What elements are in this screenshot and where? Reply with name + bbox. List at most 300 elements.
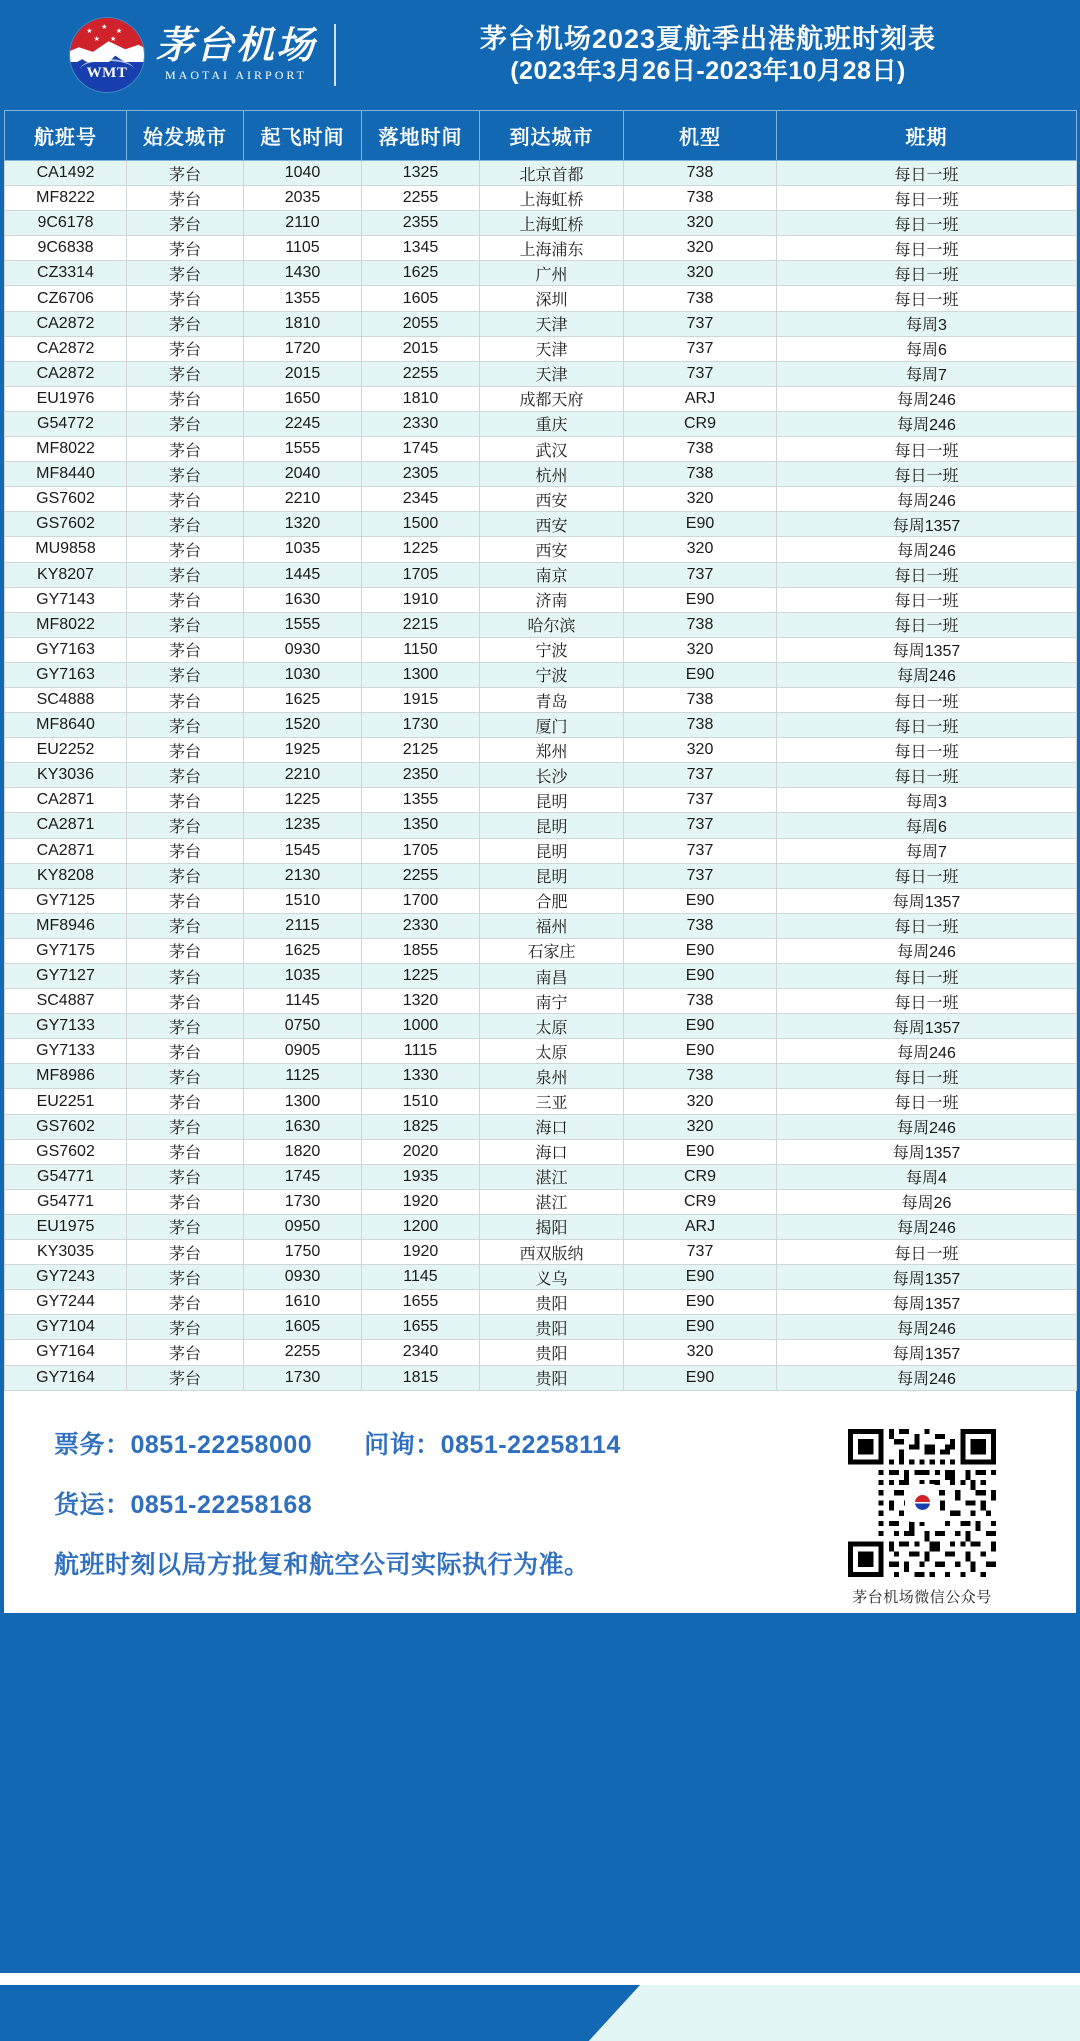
column-header-origin-city: 始发城市 — [127, 111, 244, 161]
cell-flight-no: GY7163 — [5, 662, 127, 687]
airport-logo — [70, 18, 316, 92]
cell-aircraft-type: 738 — [624, 286, 777, 311]
cell-destination-city: 贵阳 — [480, 1290, 624, 1315]
cell-destination-city: 石家庄 — [480, 938, 624, 963]
cell-flight-no: GY7143 — [5, 587, 127, 612]
cell-destination-city: 西双版纳 — [480, 1240, 624, 1265]
cell-frequency: 每日一班 — [777, 437, 1077, 462]
cell-destination-city: 海口 — [480, 1139, 624, 1164]
cell-arrival-time: 2330 — [362, 411, 480, 436]
table-row — [5, 311, 1077, 336]
cell-arrival-time: 1510 — [362, 1089, 480, 1114]
cell-departure-time: 1555 — [244, 437, 362, 462]
cell-aircraft-type: E90 — [624, 888, 777, 913]
table-row — [5, 1164, 1077, 1189]
cell-flight-no: MF8022 — [5, 612, 127, 637]
cell-destination-city: 青岛 — [480, 687, 624, 712]
column-header-destination-city: 到达城市 — [480, 111, 624, 161]
cell-flight-no: GY7133 — [5, 1039, 127, 1064]
cell-destination-city: 上海虹桥 — [480, 186, 624, 211]
cell-departure-time: 1630 — [244, 587, 362, 612]
cell-origin-city: 茅台 — [127, 1164, 244, 1189]
cell-aircraft-type: E90 — [624, 1315, 777, 1340]
cell-departure-time: 1730 — [244, 1189, 362, 1214]
table-row — [5, 537, 1077, 562]
cell-frequency: 每日一班 — [777, 989, 1077, 1014]
cell-destination-city: 济南 — [480, 587, 624, 612]
cell-aircraft-type: ARJ — [624, 386, 777, 411]
table-row — [5, 863, 1077, 888]
cell-destination-city: 海口 — [480, 1114, 624, 1139]
cell-arrival-time: 1915 — [362, 687, 480, 712]
cell-aircraft-type: 737 — [624, 788, 777, 813]
cell-flight-no: EU2252 — [5, 738, 127, 763]
cell-departure-time: 1720 — [244, 336, 362, 361]
cell-arrival-time: 1815 — [362, 1365, 480, 1390]
cell-frequency: 每周3 — [777, 311, 1077, 336]
cell-departure-time: 1035 — [244, 537, 362, 562]
cell-departure-time: 2210 — [244, 763, 362, 788]
cell-aircraft-type: 737 — [624, 336, 777, 361]
table-row — [5, 1139, 1077, 1164]
table-row — [5, 1240, 1077, 1265]
cell-departure-time: 0930 — [244, 1265, 362, 1290]
table-row — [5, 813, 1077, 838]
table-row — [5, 763, 1077, 788]
cell-departure-time: 1745 — [244, 1164, 362, 1189]
cell-departure-time: 1810 — [244, 311, 362, 336]
cell-frequency: 每日一班 — [777, 462, 1077, 487]
cell-flight-no: KY8207 — [5, 562, 127, 587]
cell-aircraft-type: 320 — [624, 487, 777, 512]
cell-flight-no: CA2872 — [5, 361, 127, 386]
cell-aircraft-type: 737 — [624, 863, 777, 888]
flight-schedule-table — [4, 110, 1077, 1391]
cell-origin-city: 茅台 — [127, 1139, 244, 1164]
cell-aircraft-type: 320 — [624, 236, 777, 261]
table-row — [5, 1089, 1077, 1114]
cell-origin-city: 茅台 — [127, 512, 244, 537]
cell-flight-no: GS7602 — [5, 487, 127, 512]
cell-arrival-time: 1000 — [362, 1014, 480, 1039]
cell-arrival-time: 1355 — [362, 788, 480, 813]
cell-frequency: 每周4 — [777, 1164, 1077, 1189]
cell-destination-city: 三亚 — [480, 1089, 624, 1114]
cell-departure-time: 1320 — [244, 512, 362, 537]
cell-arrival-time: 1145 — [362, 1265, 480, 1290]
cell-origin-city: 茅台 — [127, 637, 244, 662]
cell-frequency: 每周246 — [777, 1365, 1077, 1390]
table-row — [5, 687, 1077, 712]
cell-destination-city: 西安 — [480, 487, 624, 512]
cell-frequency: 每周246 — [777, 537, 1077, 562]
cell-aircraft-type: CR9 — [624, 1164, 777, 1189]
cell-flight-no: GY7127 — [5, 964, 127, 989]
page-title: 茅台机场2023夏航季出港航班时刻表 — [479, 23, 937, 54]
cell-aircraft-type: 320 — [624, 637, 777, 662]
cell-destination-city: 上海虹桥 — [480, 211, 624, 236]
cell-origin-city: 茅台 — [127, 1365, 244, 1390]
cell-aircraft-type: 320 — [624, 1089, 777, 1114]
table-row — [5, 1290, 1077, 1315]
cell-departure-time: 2245 — [244, 411, 362, 436]
cell-destination-city: 太原 — [480, 1014, 624, 1039]
cell-frequency: 每周1357 — [777, 637, 1077, 662]
cell-aircraft-type: E90 — [624, 1365, 777, 1390]
table-row — [5, 462, 1077, 487]
cell-arrival-time: 1345 — [362, 236, 480, 261]
cell-departure-time: 1030 — [244, 662, 362, 687]
cell-arrival-time: 1225 — [362, 964, 480, 989]
table-header-row — [5, 111, 1077, 161]
table-row — [5, 336, 1077, 361]
cell-arrival-time: 1150 — [362, 637, 480, 662]
table-row — [5, 788, 1077, 813]
cell-aircraft-type: 320 — [624, 261, 777, 286]
cargo-phone: 货运：0851-22258168 — [54, 1490, 313, 1519]
table-header — [5, 111, 1077, 161]
table-row — [5, 938, 1077, 963]
header-divider — [334, 24, 336, 86]
cell-frequency: 每日一班 — [777, 236, 1077, 261]
cell-arrival-time: 1350 — [362, 813, 480, 838]
cell-frequency: 每日一班 — [777, 286, 1077, 311]
cell-flight-no: CZ3314 — [5, 261, 127, 286]
cell-departure-time: 1105 — [244, 236, 362, 261]
cell-flight-no: MF8022 — [5, 437, 127, 462]
footer-disclaimer-note: 航班时刻以局方批复和航空公司实际执行为准。 — [54, 1550, 590, 1579]
cell-destination-city: 天津 — [480, 336, 624, 361]
table-row — [5, 386, 1077, 411]
table-row — [5, 211, 1077, 236]
cell-flight-no: CA2872 — [5, 311, 127, 336]
cell-departure-time: 1730 — [244, 1365, 362, 1390]
cell-frequency: 每周1357 — [777, 1290, 1077, 1315]
cell-flight-no: KY8208 — [5, 863, 127, 888]
table-row — [5, 186, 1077, 211]
cell-aircraft-type: 737 — [624, 763, 777, 788]
cell-origin-city: 茅台 — [127, 186, 244, 211]
emblem-code-text: WMT — [86, 65, 128, 82]
cell-destination-city: 重庆 — [480, 411, 624, 436]
cell-origin-city: 茅台 — [127, 437, 244, 462]
cell-origin-city: 茅台 — [127, 211, 244, 236]
cell-departure-time: 1520 — [244, 713, 362, 738]
cell-origin-city: 茅台 — [127, 713, 244, 738]
cell-frequency: 每周1357 — [777, 888, 1077, 913]
cell-frequency: 每日一班 — [777, 211, 1077, 236]
cell-origin-city: 茅台 — [127, 1265, 244, 1290]
contact-row-primary — [54, 1425, 812, 1461]
cell-flight-no: CA2871 — [5, 838, 127, 863]
cell-aircraft-type: 737 — [624, 838, 777, 863]
cell-origin-city: 茅台 — [127, 1315, 244, 1340]
table-row — [5, 913, 1077, 938]
cell-arrival-time: 1605 — [362, 286, 480, 311]
cell-origin-city: 茅台 — [127, 838, 244, 863]
cell-aircraft-type: 737 — [624, 311, 777, 336]
emblem-star: ★ — [86, 28, 93, 36]
table-row — [5, 1265, 1077, 1290]
cell-arrival-time: 1325 — [362, 161, 480, 186]
cell-departure-time: 1630 — [244, 1114, 362, 1139]
cell-arrival-time: 1200 — [362, 1214, 480, 1239]
cell-flight-no: MF8946 — [5, 913, 127, 938]
footer-contact-block — [54, 1425, 812, 1613]
cell-aircraft-type: 320 — [624, 211, 777, 236]
cell-destination-city: 天津 — [480, 361, 624, 386]
cell-destination-city: 哈尔滨 — [480, 612, 624, 637]
cell-flight-no: GY7164 — [5, 1365, 127, 1390]
cell-origin-city: 茅台 — [127, 286, 244, 311]
cell-frequency: 每日一班 — [777, 687, 1077, 712]
cell-destination-city: 西安 — [480, 512, 624, 537]
cell-aircraft-type: E90 — [624, 964, 777, 989]
cell-aircraft-type: 320 — [624, 738, 777, 763]
cell-arrival-time: 1855 — [362, 938, 480, 963]
table-row — [5, 562, 1077, 587]
table-row — [5, 286, 1077, 311]
cell-arrival-time: 1655 — [362, 1290, 480, 1315]
cell-aircraft-type: CR9 — [624, 1189, 777, 1214]
cell-destination-city: 南京 — [480, 562, 624, 587]
cell-departure-time: 1750 — [244, 1240, 362, 1265]
cell-flight-no: CZ6706 — [5, 286, 127, 311]
cell-flight-no: MU9858 — [5, 537, 127, 562]
table-row — [5, 1214, 1077, 1239]
cell-frequency: 每日一班 — [777, 1240, 1077, 1265]
cell-arrival-time: 1745 — [362, 437, 480, 462]
cell-flight-no: GS7602 — [5, 1139, 127, 1164]
cell-departure-time: 2040 — [244, 462, 362, 487]
cell-aircraft-type: E90 — [624, 587, 777, 612]
cell-origin-city: 茅台 — [127, 813, 244, 838]
cell-departure-time: 1555 — [244, 612, 362, 637]
cell-departure-time: 1355 — [244, 286, 362, 311]
cell-destination-city: 昆明 — [480, 838, 624, 863]
table-row — [5, 1114, 1077, 1139]
cell-aircraft-type: CR9 — [624, 411, 777, 436]
cell-arrival-time: 1700 — [362, 888, 480, 913]
table-row — [5, 587, 1077, 612]
cell-destination-city: 郑州 — [480, 738, 624, 763]
cell-origin-city: 茅台 — [127, 411, 244, 436]
table-row — [5, 1365, 1077, 1390]
cell-frequency: 每周6 — [777, 336, 1077, 361]
cell-aircraft-type: ARJ — [624, 1214, 777, 1239]
cell-aircraft-type: E90 — [624, 1139, 777, 1164]
cell-origin-city: 茅台 — [127, 612, 244, 637]
cell-flight-no: GY7163 — [5, 637, 127, 662]
cell-origin-city: 茅台 — [127, 361, 244, 386]
cell-arrival-time: 2055 — [362, 311, 480, 336]
cell-departure-time: 1035 — [244, 964, 362, 989]
cell-aircraft-type: 738 — [624, 713, 777, 738]
cell-frequency: 每周246 — [777, 411, 1077, 436]
poster-header — [0, 0, 1080, 110]
cell-aircraft-type: 737 — [624, 1240, 777, 1265]
cell-origin-city: 茅台 — [127, 336, 244, 361]
cell-destination-city: 湛江 — [480, 1189, 624, 1214]
cell-arrival-time: 1655 — [362, 1315, 480, 1340]
cell-destination-city: 宁波 — [480, 662, 624, 687]
cell-destination-city: 义乌 — [480, 1265, 624, 1290]
table-row — [5, 437, 1077, 462]
cell-departure-time: 0750 — [244, 1014, 362, 1039]
cell-origin-city: 茅台 — [127, 487, 244, 512]
cell-origin-city: 茅台 — [127, 1290, 244, 1315]
table-row — [5, 261, 1077, 286]
cell-frequency: 每日一班 — [777, 863, 1077, 888]
table-row — [5, 662, 1077, 687]
cell-arrival-time: 2255 — [362, 361, 480, 386]
cell-departure-time: 0905 — [244, 1039, 362, 1064]
cell-aircraft-type: 320 — [624, 1340, 777, 1365]
airport-name-en: MAOTAI AIRPORT — [165, 68, 307, 83]
cell-frequency: 每日一班 — [777, 261, 1077, 286]
cell-frequency: 每周246 — [777, 1214, 1077, 1239]
cell-frequency: 每日一班 — [777, 763, 1077, 788]
cell-frequency: 每周246 — [777, 1114, 1077, 1139]
cell-departure-time: 0950 — [244, 1214, 362, 1239]
ticketing-phone: 票务：0851-22258000 — [54, 1430, 313, 1459]
cell-origin-city: 茅台 — [127, 1240, 244, 1265]
cell-arrival-time: 2330 — [362, 913, 480, 938]
cell-arrival-time: 2255 — [362, 863, 480, 888]
poster-footer — [4, 1391, 1076, 1613]
cell-frequency: 每周1357 — [777, 1265, 1077, 1290]
emblem-star: ★ — [93, 35, 100, 43]
cell-flight-no: 9C6178 — [5, 211, 127, 236]
cell-flight-no: KY3036 — [5, 763, 127, 788]
page-subtitle-date-range: (2023年3月26日-2023年10月28日) — [510, 57, 906, 86]
cell-origin-city: 茅台 — [127, 537, 244, 562]
cell-frequency: 每日一班 — [777, 161, 1077, 186]
cell-arrival-time: 1320 — [362, 989, 480, 1014]
cell-frequency: 每日一班 — [777, 562, 1077, 587]
cell-arrival-time: 1910 — [362, 587, 480, 612]
cell-frequency: 每日一班 — [777, 738, 1077, 763]
cell-origin-city: 茅台 — [127, 386, 244, 411]
cell-departure-time: 1430 — [244, 261, 362, 286]
cell-flight-no: 9C6838 — [5, 236, 127, 261]
cell-origin-city: 茅台 — [127, 938, 244, 963]
cell-arrival-time: 1300 — [362, 662, 480, 687]
cell-flight-no: SC4887 — [5, 989, 127, 1014]
cell-frequency: 每周1357 — [777, 1139, 1077, 1164]
cell-aircraft-type: 738 — [624, 913, 777, 938]
cell-departure-time: 2015 — [244, 361, 362, 386]
cell-departure-time: 1625 — [244, 938, 362, 963]
table-row — [5, 361, 1077, 386]
cell-origin-city: 茅台 — [127, 888, 244, 913]
cell-departure-time: 0930 — [244, 637, 362, 662]
cell-departure-time: 2255 — [244, 1340, 362, 1365]
cell-destination-city: 福州 — [480, 913, 624, 938]
cell-origin-city: 茅台 — [127, 161, 244, 186]
column-header-arrival-time: 落地时间 — [362, 111, 480, 161]
emblem-star: ★ — [109, 35, 117, 43]
table-row — [5, 236, 1077, 261]
cell-frequency: 每周3 — [777, 788, 1077, 813]
cell-flight-no: CA1492 — [5, 161, 127, 186]
cell-departure-time: 1125 — [244, 1064, 362, 1089]
table-row — [5, 1189, 1077, 1214]
cell-departure-time: 1610 — [244, 1290, 362, 1315]
cell-origin-city: 茅台 — [127, 1214, 244, 1239]
cell-destination-city: 天津 — [480, 311, 624, 336]
cell-aircraft-type: 738 — [624, 612, 777, 637]
cell-origin-city: 茅台 — [127, 1340, 244, 1365]
table-row — [5, 512, 1077, 537]
bottom-blue-band — [0, 1985, 640, 2041]
cell-aircraft-type: 738 — [624, 437, 777, 462]
cell-aircraft-type: 738 — [624, 687, 777, 712]
cell-arrival-time: 1825 — [362, 1114, 480, 1139]
cell-aircraft-type: E90 — [624, 1039, 777, 1064]
cell-departure-time: 1545 — [244, 838, 362, 863]
cell-arrival-time: 2215 — [362, 612, 480, 637]
cell-flight-no: CA2871 — [5, 813, 127, 838]
table-row — [5, 612, 1077, 637]
cell-destination-city: 湛江 — [480, 1164, 624, 1189]
cell-arrival-time: 1920 — [362, 1240, 480, 1265]
cell-arrival-time: 2305 — [362, 462, 480, 487]
cell-flight-no: MF8986 — [5, 1064, 127, 1089]
cell-destination-city: 太原 — [480, 1039, 624, 1064]
cell-arrival-time: 1810 — [362, 386, 480, 411]
cell-arrival-time: 1330 — [362, 1064, 480, 1089]
cell-frequency: 每日一班 — [777, 587, 1077, 612]
cell-frequency: 每周246 — [777, 1039, 1077, 1064]
cell-destination-city: 武汉 — [480, 437, 624, 462]
cell-aircraft-type: 320 — [624, 1114, 777, 1139]
cell-frequency: 每周1357 — [777, 1014, 1077, 1039]
cell-arrival-time: 2355 — [362, 211, 480, 236]
cell-frequency: 每周7 — [777, 361, 1077, 386]
cell-origin-city: 茅台 — [127, 788, 244, 813]
cell-origin-city: 茅台 — [127, 763, 244, 788]
cell-frequency: 每日一班 — [777, 913, 1077, 938]
column-header-departure-time: 起飞时间 — [244, 111, 362, 161]
cell-destination-city: 西安 — [480, 537, 624, 562]
cell-flight-no: MF8640 — [5, 713, 127, 738]
poster-title-block — [358, 23, 1080, 88]
cell-flight-no: CA2871 — [5, 788, 127, 813]
cell-destination-city: 贵阳 — [480, 1340, 624, 1365]
cell-aircraft-type: 738 — [624, 989, 777, 1014]
cell-frequency: 每周1357 — [777, 1340, 1077, 1365]
cell-origin-city: 茅台 — [127, 662, 244, 687]
cell-arrival-time: 2350 — [362, 763, 480, 788]
column-header-aircraft-type: 机型 — [624, 111, 777, 161]
table-row — [5, 1014, 1077, 1039]
cell-arrival-time: 1730 — [362, 713, 480, 738]
cell-flight-no: GY7104 — [5, 1315, 127, 1340]
cell-frequency: 每日一班 — [777, 1064, 1077, 1089]
cell-frequency: 每周1357 — [777, 512, 1077, 537]
cell-destination-city: 南宁 — [480, 989, 624, 1014]
cell-origin-city: 茅台 — [127, 1039, 244, 1064]
cell-destination-city: 上海浦东 — [480, 236, 624, 261]
qr-caption: 茅台机场微信公众号 — [852, 1588, 992, 1606]
cell-frequency: 每周6 — [777, 813, 1077, 838]
cell-origin-city: 茅台 — [127, 687, 244, 712]
cell-flight-no: MF8440 — [5, 462, 127, 487]
cell-flight-no: MF8222 — [5, 186, 127, 211]
cell-origin-city: 茅台 — [127, 989, 244, 1014]
cell-destination-city: 揭阳 — [480, 1214, 624, 1239]
